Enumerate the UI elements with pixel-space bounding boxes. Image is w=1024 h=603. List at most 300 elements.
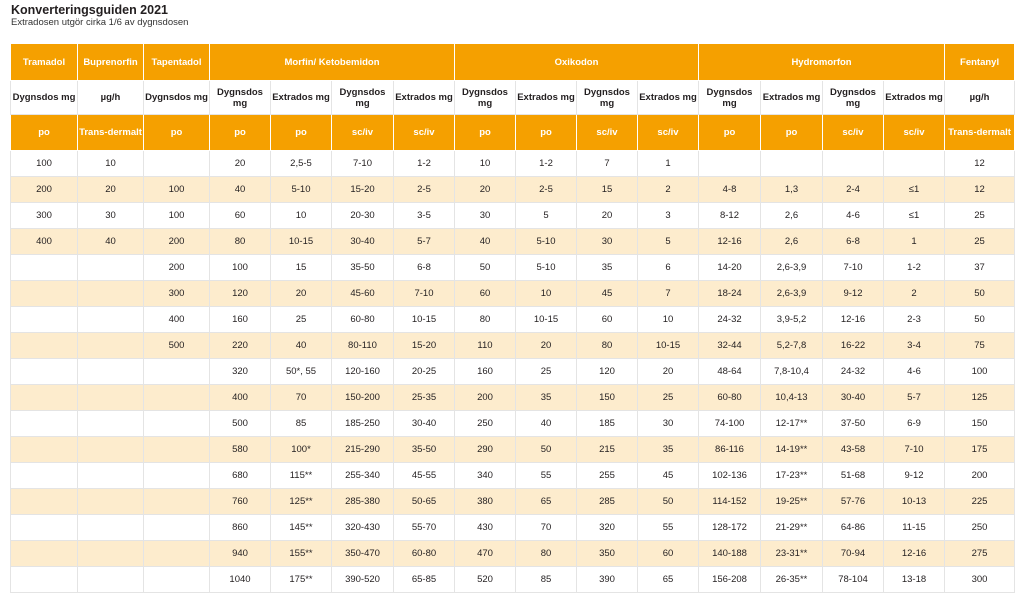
table-cell: 6 — [638, 255, 699, 281]
table-cell: 12 — [945, 151, 1015, 177]
table-cell: 14-20 — [699, 255, 761, 281]
table-cell: 300 — [144, 281, 210, 307]
table-cell — [11, 463, 78, 489]
table-cell: ≤1 — [884, 203, 945, 229]
table-cell: 3,9-5,2 — [761, 307, 823, 333]
table-cell: 250 — [945, 515, 1015, 541]
table-row — [11, 437, 1015, 463]
table-row — [11, 255, 1015, 281]
table-cell: 175 — [945, 437, 1015, 463]
table-cell: 70 — [516, 515, 577, 541]
table-cell: 6-9 — [884, 411, 945, 437]
table-cell — [11, 515, 78, 541]
table-cell: 12-17** — [761, 411, 823, 437]
table-cell: 2-5 — [394, 177, 455, 203]
table-cell — [78, 281, 144, 307]
dose-header-cell: Extrados mg — [884, 81, 945, 115]
dose-header-cell: Dygnsdos mg — [144, 81, 210, 115]
dose-header-cell: Dygnsdos mg — [11, 81, 78, 115]
table-cell: 100 — [945, 359, 1015, 385]
table-cell: 12 — [945, 177, 1015, 203]
table-cell: 7 — [577, 151, 638, 177]
table-cell: 102-136 — [699, 463, 761, 489]
table-cell: 50*, 55 — [271, 359, 332, 385]
table-cell: 35 — [638, 437, 699, 463]
route-header-cell: po — [761, 115, 823, 151]
table-cell: 5-7 — [394, 229, 455, 255]
route-header-cell: po — [516, 115, 577, 151]
table-cell: 30 — [638, 411, 699, 437]
table-cell: 65 — [638, 567, 699, 593]
table-cell: 185 — [577, 411, 638, 437]
dose-header-cell: Dygnsdos mg — [823, 81, 884, 115]
table-row — [11, 515, 1015, 541]
table-cell: 70 — [271, 385, 332, 411]
table-cell: 40 — [271, 333, 332, 359]
table-cell: 215 — [577, 437, 638, 463]
dose-header-cell: Extrados mg — [761, 81, 823, 115]
table-cell: 8-12 — [699, 203, 761, 229]
table-cell: 320 — [210, 359, 271, 385]
table-cell: 65-85 — [394, 567, 455, 593]
table-cell — [11, 411, 78, 437]
table-cell: 45-60 — [332, 281, 394, 307]
table-cell: 125 — [945, 385, 1015, 411]
table-cell: ≤1 — [884, 177, 945, 203]
table-cell: 2,6 — [761, 229, 823, 255]
table-cell — [78, 567, 144, 593]
table-cell: 80-110 — [332, 333, 394, 359]
table-cell: 156-208 — [699, 567, 761, 593]
table-cell: 7-10 — [394, 281, 455, 307]
table-cell: 580 — [210, 437, 271, 463]
table-cell: 55 — [638, 515, 699, 541]
table-cell: 20 — [271, 281, 332, 307]
table-cell: 680 — [210, 463, 271, 489]
table-cell: 10,4-13 — [761, 385, 823, 411]
table-cell: 430 — [455, 515, 516, 541]
table-cell — [11, 541, 78, 567]
table-cell: 50 — [455, 255, 516, 281]
dose-header-cell: Extrados mg — [516, 81, 577, 115]
route-header-cell: Trans-dermalt — [945, 115, 1015, 151]
table-cell: 25 — [271, 307, 332, 333]
drug-header-tapentadol: Tapentadol — [144, 44, 210, 81]
table-cell — [78, 255, 144, 281]
table-cell: 85 — [516, 567, 577, 593]
drug-header-morfin-ketobemidon: Morfin/ Ketobemidon — [210, 44, 455, 81]
table-cell: 400 — [144, 307, 210, 333]
table-cell: 225 — [945, 489, 1015, 515]
table-cell: 185-250 — [332, 411, 394, 437]
table-cell: 1-2 — [394, 151, 455, 177]
table-cell: 30 — [577, 229, 638, 255]
table-cell: 32-44 — [699, 333, 761, 359]
table-cell: 140-188 — [699, 541, 761, 567]
route-header-cell: po — [210, 115, 271, 151]
table-cell: 14-19** — [761, 437, 823, 463]
table-cell: 17-23** — [761, 463, 823, 489]
table-cell: 250 — [455, 411, 516, 437]
table-cell: 390 — [577, 567, 638, 593]
table-cell: 7-10 — [332, 151, 394, 177]
table-cell: 520 — [455, 567, 516, 593]
route-header-cell: sc/iv — [638, 115, 699, 151]
table-cell: 2,6-3,9 — [761, 281, 823, 307]
table-cell: 200 — [11, 177, 78, 203]
table-cell: 26-35** — [761, 567, 823, 593]
table-cell: 100 — [11, 151, 78, 177]
table-cell: 115** — [271, 463, 332, 489]
table-cell: 160 — [210, 307, 271, 333]
table-cell: 20-30 — [332, 203, 394, 229]
table-cell: 100* — [271, 437, 332, 463]
table-cell: 35-50 — [394, 437, 455, 463]
table-cell — [11, 333, 78, 359]
table-cell: 400 — [210, 385, 271, 411]
table-cell: 80 — [210, 229, 271, 255]
table-cell: 80 — [516, 541, 577, 567]
table-cell: 380 — [455, 489, 516, 515]
table-cell: 300 — [11, 203, 78, 229]
table-cell: 155** — [271, 541, 332, 567]
table-cell: 120-160 — [332, 359, 394, 385]
table-cell — [761, 151, 823, 177]
table-cell: 150-200 — [332, 385, 394, 411]
drug-header-tramadol: Tramadol — [11, 44, 78, 81]
table-cell: 10-15 — [394, 307, 455, 333]
table-cell: 400 — [11, 229, 78, 255]
table-cell: 25 — [945, 203, 1015, 229]
dose-header-cell: Dygnsdos mg — [210, 81, 271, 115]
table-cell: 120 — [210, 281, 271, 307]
table-cell: 175** — [271, 567, 332, 593]
table-cell: 10 — [638, 307, 699, 333]
table-cell: 200 — [144, 229, 210, 255]
table-cell: 20 — [78, 177, 144, 203]
table-cell: 35 — [577, 255, 638, 281]
table-cell: 350 — [577, 541, 638, 567]
table-cell: 200 — [144, 255, 210, 281]
table-cell: 5-10 — [516, 255, 577, 281]
table-cell: 128-172 — [699, 515, 761, 541]
table-row — [11, 281, 1015, 307]
table-cell: 1,3 — [761, 177, 823, 203]
table-row — [11, 489, 1015, 515]
table-cell — [144, 359, 210, 385]
table-row — [11, 307, 1015, 333]
route-header-cell: po — [699, 115, 761, 151]
table-cell — [78, 463, 144, 489]
table-cell: 20 — [638, 359, 699, 385]
table-cell: 18-24 — [699, 281, 761, 307]
table-cell: 5-10 — [271, 177, 332, 203]
route-header-cell: po — [11, 115, 78, 151]
table-cell: 80 — [577, 333, 638, 359]
table-cell — [78, 385, 144, 411]
table-cell: 300 — [945, 567, 1015, 593]
table-cell: 10-13 — [884, 489, 945, 515]
table-cell: 9-12 — [884, 463, 945, 489]
table-cell: 6-8 — [394, 255, 455, 281]
table-cell: 6-8 — [823, 229, 884, 255]
table-cell: 10-15 — [638, 333, 699, 359]
table-row — [11, 541, 1015, 567]
dose-header-cell: Dygnsdos mg — [577, 81, 638, 115]
route-header-cell: po — [271, 115, 332, 151]
table-cell — [11, 489, 78, 515]
table-cell: 37-50 — [823, 411, 884, 437]
table-row — [11, 385, 1015, 411]
dose-header-cell: Dygnsdos mg — [455, 81, 516, 115]
table-cell: 45-55 — [394, 463, 455, 489]
table-cell: 85 — [271, 411, 332, 437]
table-cell: 60 — [638, 541, 699, 567]
table-cell: 20 — [577, 203, 638, 229]
table-cell: 40 — [455, 229, 516, 255]
dose-header-cell: Dygnsdos mg — [699, 81, 761, 115]
table-cell: 120 — [577, 359, 638, 385]
table-cell: 150 — [577, 385, 638, 411]
dose-header-row — [11, 81, 1015, 115]
table-cell: 13-18 — [884, 567, 945, 593]
table-cell: 10-15 — [516, 307, 577, 333]
table-cell: 45 — [638, 463, 699, 489]
table-cell: 390-520 — [332, 567, 394, 593]
table-cell — [11, 437, 78, 463]
table-cell: 30 — [455, 203, 516, 229]
table-cell: 12-16 — [884, 541, 945, 567]
table-cell: 78-104 — [823, 567, 884, 593]
table-cell — [78, 489, 144, 515]
route-header-row — [11, 115, 1015, 151]
table-cell: 5 — [638, 229, 699, 255]
table-cell: 30-40 — [332, 229, 394, 255]
table-cell: 3-4 — [884, 333, 945, 359]
table-cell: 19-25** — [761, 489, 823, 515]
table-cell: 100 — [144, 203, 210, 229]
table-cell: 75 — [945, 333, 1015, 359]
table-cell: 125** — [271, 489, 332, 515]
drug-header-row — [11, 44, 1015, 81]
table-cell: 60-80 — [394, 541, 455, 567]
drug-header-fentanyl: Fentanyl — [945, 44, 1015, 81]
table-cell: 5 — [516, 203, 577, 229]
table-cell: 2,6 — [761, 203, 823, 229]
table-cell: 3-5 — [394, 203, 455, 229]
table-row — [11, 229, 1015, 255]
table-cell: 40 — [78, 229, 144, 255]
table-cell: 20-25 — [394, 359, 455, 385]
table-cell: 11-15 — [884, 515, 945, 541]
table-cell: 860 — [210, 515, 271, 541]
table-cell: 60-80 — [332, 307, 394, 333]
table-cell: 15 — [577, 177, 638, 203]
table-cell: 64-86 — [823, 515, 884, 541]
table-cell: 60-80 — [699, 385, 761, 411]
dose-header-cell: Extrados mg — [271, 81, 332, 115]
table-cell — [144, 541, 210, 567]
table-cell: 4-6 — [884, 359, 945, 385]
table-cell: 25 — [516, 359, 577, 385]
table-cell: 65 — [516, 489, 577, 515]
table-cell: 100 — [144, 177, 210, 203]
route-header-cell: sc/iv — [823, 115, 884, 151]
table-cell: 45 — [577, 281, 638, 307]
drug-header-oxikodon: Oxikodon — [455, 44, 699, 81]
table-cell: 50 — [945, 281, 1015, 307]
table-cell: 2,5-5 — [271, 151, 332, 177]
table-cell: 10 — [78, 151, 144, 177]
table-cell: 760 — [210, 489, 271, 515]
table-cell — [78, 333, 144, 359]
table-cell — [884, 151, 945, 177]
table-cell — [78, 515, 144, 541]
table-cell: 215-290 — [332, 437, 394, 463]
table-cell: 10-15 — [271, 229, 332, 255]
table-cell — [78, 359, 144, 385]
table-cell: 320 — [577, 515, 638, 541]
table-cell: 30-40 — [394, 411, 455, 437]
table-cell: 57-76 — [823, 489, 884, 515]
table-cell: 48-64 — [699, 359, 761, 385]
table-cell — [144, 463, 210, 489]
table-cell: 30-40 — [823, 385, 884, 411]
route-header-cell: sc/iv — [577, 115, 638, 151]
table-cell: 50 — [516, 437, 577, 463]
table-cell: 20 — [516, 333, 577, 359]
table-row — [11, 463, 1015, 489]
table-cell: 2 — [638, 177, 699, 203]
table-cell: 5-7 — [884, 385, 945, 411]
table-cell: 24-32 — [699, 307, 761, 333]
table-cell: 10 — [516, 281, 577, 307]
table-cell — [78, 307, 144, 333]
table-row — [11, 333, 1015, 359]
route-header-cell: po — [144, 115, 210, 151]
table-cell: 500 — [144, 333, 210, 359]
table-cell: 4-8 — [699, 177, 761, 203]
table-cell: 1-2 — [884, 255, 945, 281]
table-cell — [144, 437, 210, 463]
table-cell: 25 — [638, 385, 699, 411]
table-cell — [11, 281, 78, 307]
table-cell: 21-29** — [761, 515, 823, 541]
table-cell: 7-10 — [884, 437, 945, 463]
table-cell: 12-16 — [823, 307, 884, 333]
table-cell: 2,6-3,9 — [761, 255, 823, 281]
table-row — [11, 177, 1015, 203]
table-cell — [11, 307, 78, 333]
table-cell: 86-116 — [699, 437, 761, 463]
table-cell: 100 — [210, 255, 271, 281]
table-cell: 10 — [455, 151, 516, 177]
table-cell — [78, 541, 144, 567]
dose-header-cell: Extrados mg — [394, 81, 455, 115]
table-cell: 5,2-7,8 — [761, 333, 823, 359]
table-cell: 80 — [455, 307, 516, 333]
table-cell: 20 — [210, 151, 271, 177]
table-cell: 55 — [516, 463, 577, 489]
table-cell: 500 — [210, 411, 271, 437]
table-cell: 1 — [638, 151, 699, 177]
table-cell — [823, 151, 884, 177]
table-cell — [78, 411, 144, 437]
table-cell: 37 — [945, 255, 1015, 281]
table-cell: 9-12 — [823, 281, 884, 307]
table-cell — [11, 255, 78, 281]
table-cell: 50 — [638, 489, 699, 515]
table-cell: 15-20 — [332, 177, 394, 203]
table-cell: 2-4 — [823, 177, 884, 203]
table-cell: 40 — [516, 411, 577, 437]
table-cell — [144, 151, 210, 177]
drug-header-hydromorfon: Hydromorfon — [699, 44, 945, 81]
table-cell: 55-70 — [394, 515, 455, 541]
table-cell: 15 — [271, 255, 332, 281]
table-cell: 2-5 — [516, 177, 577, 203]
table-cell — [144, 489, 210, 515]
table-cell: 35 — [516, 385, 577, 411]
table-cell: 74-100 — [699, 411, 761, 437]
table-cell: 30 — [78, 203, 144, 229]
table-cell: 3 — [638, 203, 699, 229]
table-cell: 23-31** — [761, 541, 823, 567]
table-cell: 25 — [945, 229, 1015, 255]
table-cell: 320-430 — [332, 515, 394, 541]
table-row — [11, 567, 1015, 593]
dose-header-cell: µg/h — [78, 81, 144, 115]
table-cell: 200 — [455, 385, 516, 411]
table-cell: 2-3 — [884, 307, 945, 333]
table-cell: 220 — [210, 333, 271, 359]
table-cell: 1040 — [210, 567, 271, 593]
table-row — [11, 203, 1015, 229]
table-cell: 160 — [455, 359, 516, 385]
table-cell: 7 — [638, 281, 699, 307]
table-cell: 50 — [945, 307, 1015, 333]
table-cell: 290 — [455, 437, 516, 463]
table-cell: 4-6 — [823, 203, 884, 229]
table-cell — [11, 359, 78, 385]
table-cell: 20 — [455, 177, 516, 203]
table-cell: 285-380 — [332, 489, 394, 515]
route-header-cell: po — [455, 115, 516, 151]
table-cell: 60 — [210, 203, 271, 229]
table-cell: 350-470 — [332, 541, 394, 567]
table-cell: 255-340 — [332, 463, 394, 489]
table-cell: 285 — [577, 489, 638, 515]
table-cell: 70-94 — [823, 541, 884, 567]
route-header-cell: sc/iv — [884, 115, 945, 151]
table-cell: 7,8-10,4 — [761, 359, 823, 385]
table-cell: 470 — [455, 541, 516, 567]
table-cell: 145** — [271, 515, 332, 541]
table-cell — [699, 151, 761, 177]
table-cell: 40 — [210, 177, 271, 203]
table-cell: 43-58 — [823, 437, 884, 463]
table-row — [11, 151, 1015, 177]
table-cell — [144, 385, 210, 411]
table-cell: 51-68 — [823, 463, 884, 489]
conversion-table — [10, 43, 1015, 593]
table-cell: 60 — [455, 281, 516, 307]
dose-header-cell: Dygnsdos mg — [332, 81, 394, 115]
table-cell: 2 — [884, 281, 945, 307]
dose-header-cell: µg/h — [945, 81, 1015, 115]
table-cell: 25-35 — [394, 385, 455, 411]
table-cell — [144, 515, 210, 541]
